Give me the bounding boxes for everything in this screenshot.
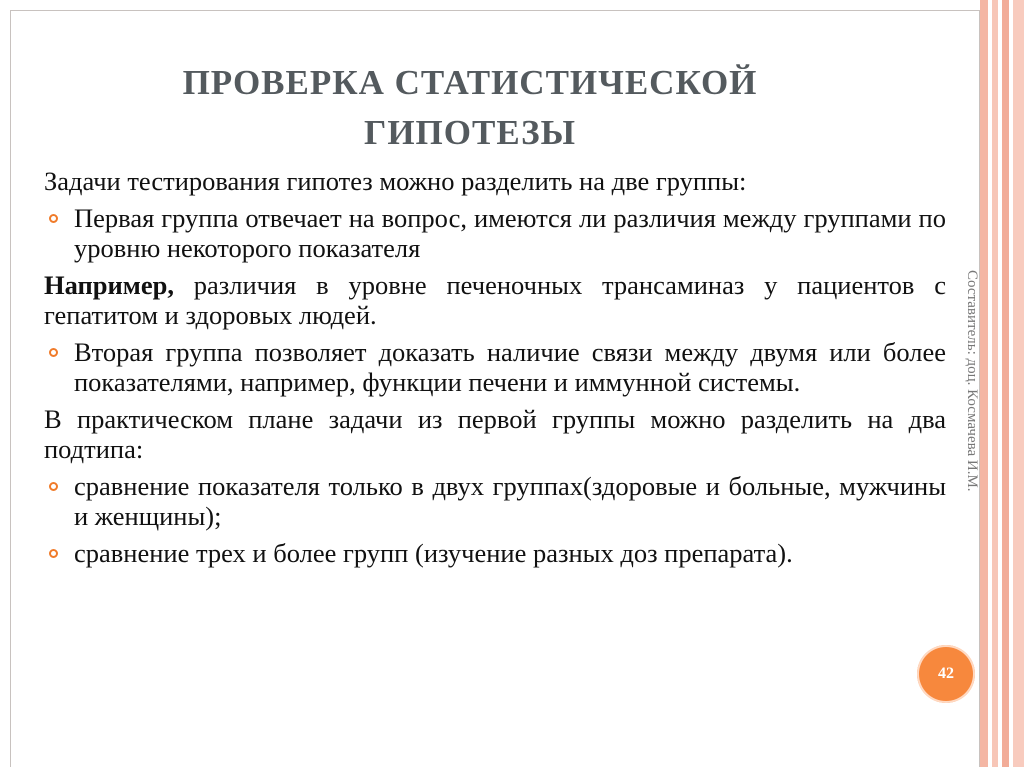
bullet-text: Вторая группа позволяет доказать наличие связи между двумя или более показателями, например, функции печени и иммунной системы. [74,337,946,397]
bullet-item [44,471,946,531]
title-line-2: ГИПОТЕЗЫ [364,113,576,152]
stripe [992,0,998,767]
author-caption: Составитель: доц. Космачева И.М. [964,270,980,492]
stripe [1002,0,1009,767]
decorative-stripes [980,0,1024,767]
title-line-1: ПРОВЕРКА СТАТИСТИЧЕСКОЙ [182,63,758,102]
stripe [1013,0,1024,767]
slide-title [60,58,880,158]
slide-body [44,166,946,575]
example-paragraph [44,270,946,330]
example-text: различия в уровне печеночных трансаминаз у пациентов с гепатитом и здоровых людей. [44,270,946,330]
practical-paragraph: В практическом плане задачи из первой группы можно разделить на два подтипа: [44,404,946,464]
intro-paragraph: Задачи тестирования гипотез можно разделить на две группы: [44,166,747,196]
bullet-circle-icon [49,348,58,357]
example-label: Например, [44,270,174,300]
bullet-circle-icon [49,482,58,491]
bullet-item [44,203,946,263]
bullet-circle-icon [49,214,58,223]
page-number-badge: 42 [917,645,975,703]
bullet-text: Первая группа отвечает на вопрос, имеются ли различия между группами по уровню некоторого показателя [74,203,946,263]
bullet-text: сравнение трех и более групп (изучение разных доз препарата). [74,538,793,568]
bullet-item [44,538,946,568]
bullet-text: сравнение показателя только в двух группах(здоровые и больные, мужчины и женщины); [74,471,946,531]
bullet-item [44,337,946,397]
bullet-circle-icon [49,549,58,558]
stripe [980,0,988,767]
